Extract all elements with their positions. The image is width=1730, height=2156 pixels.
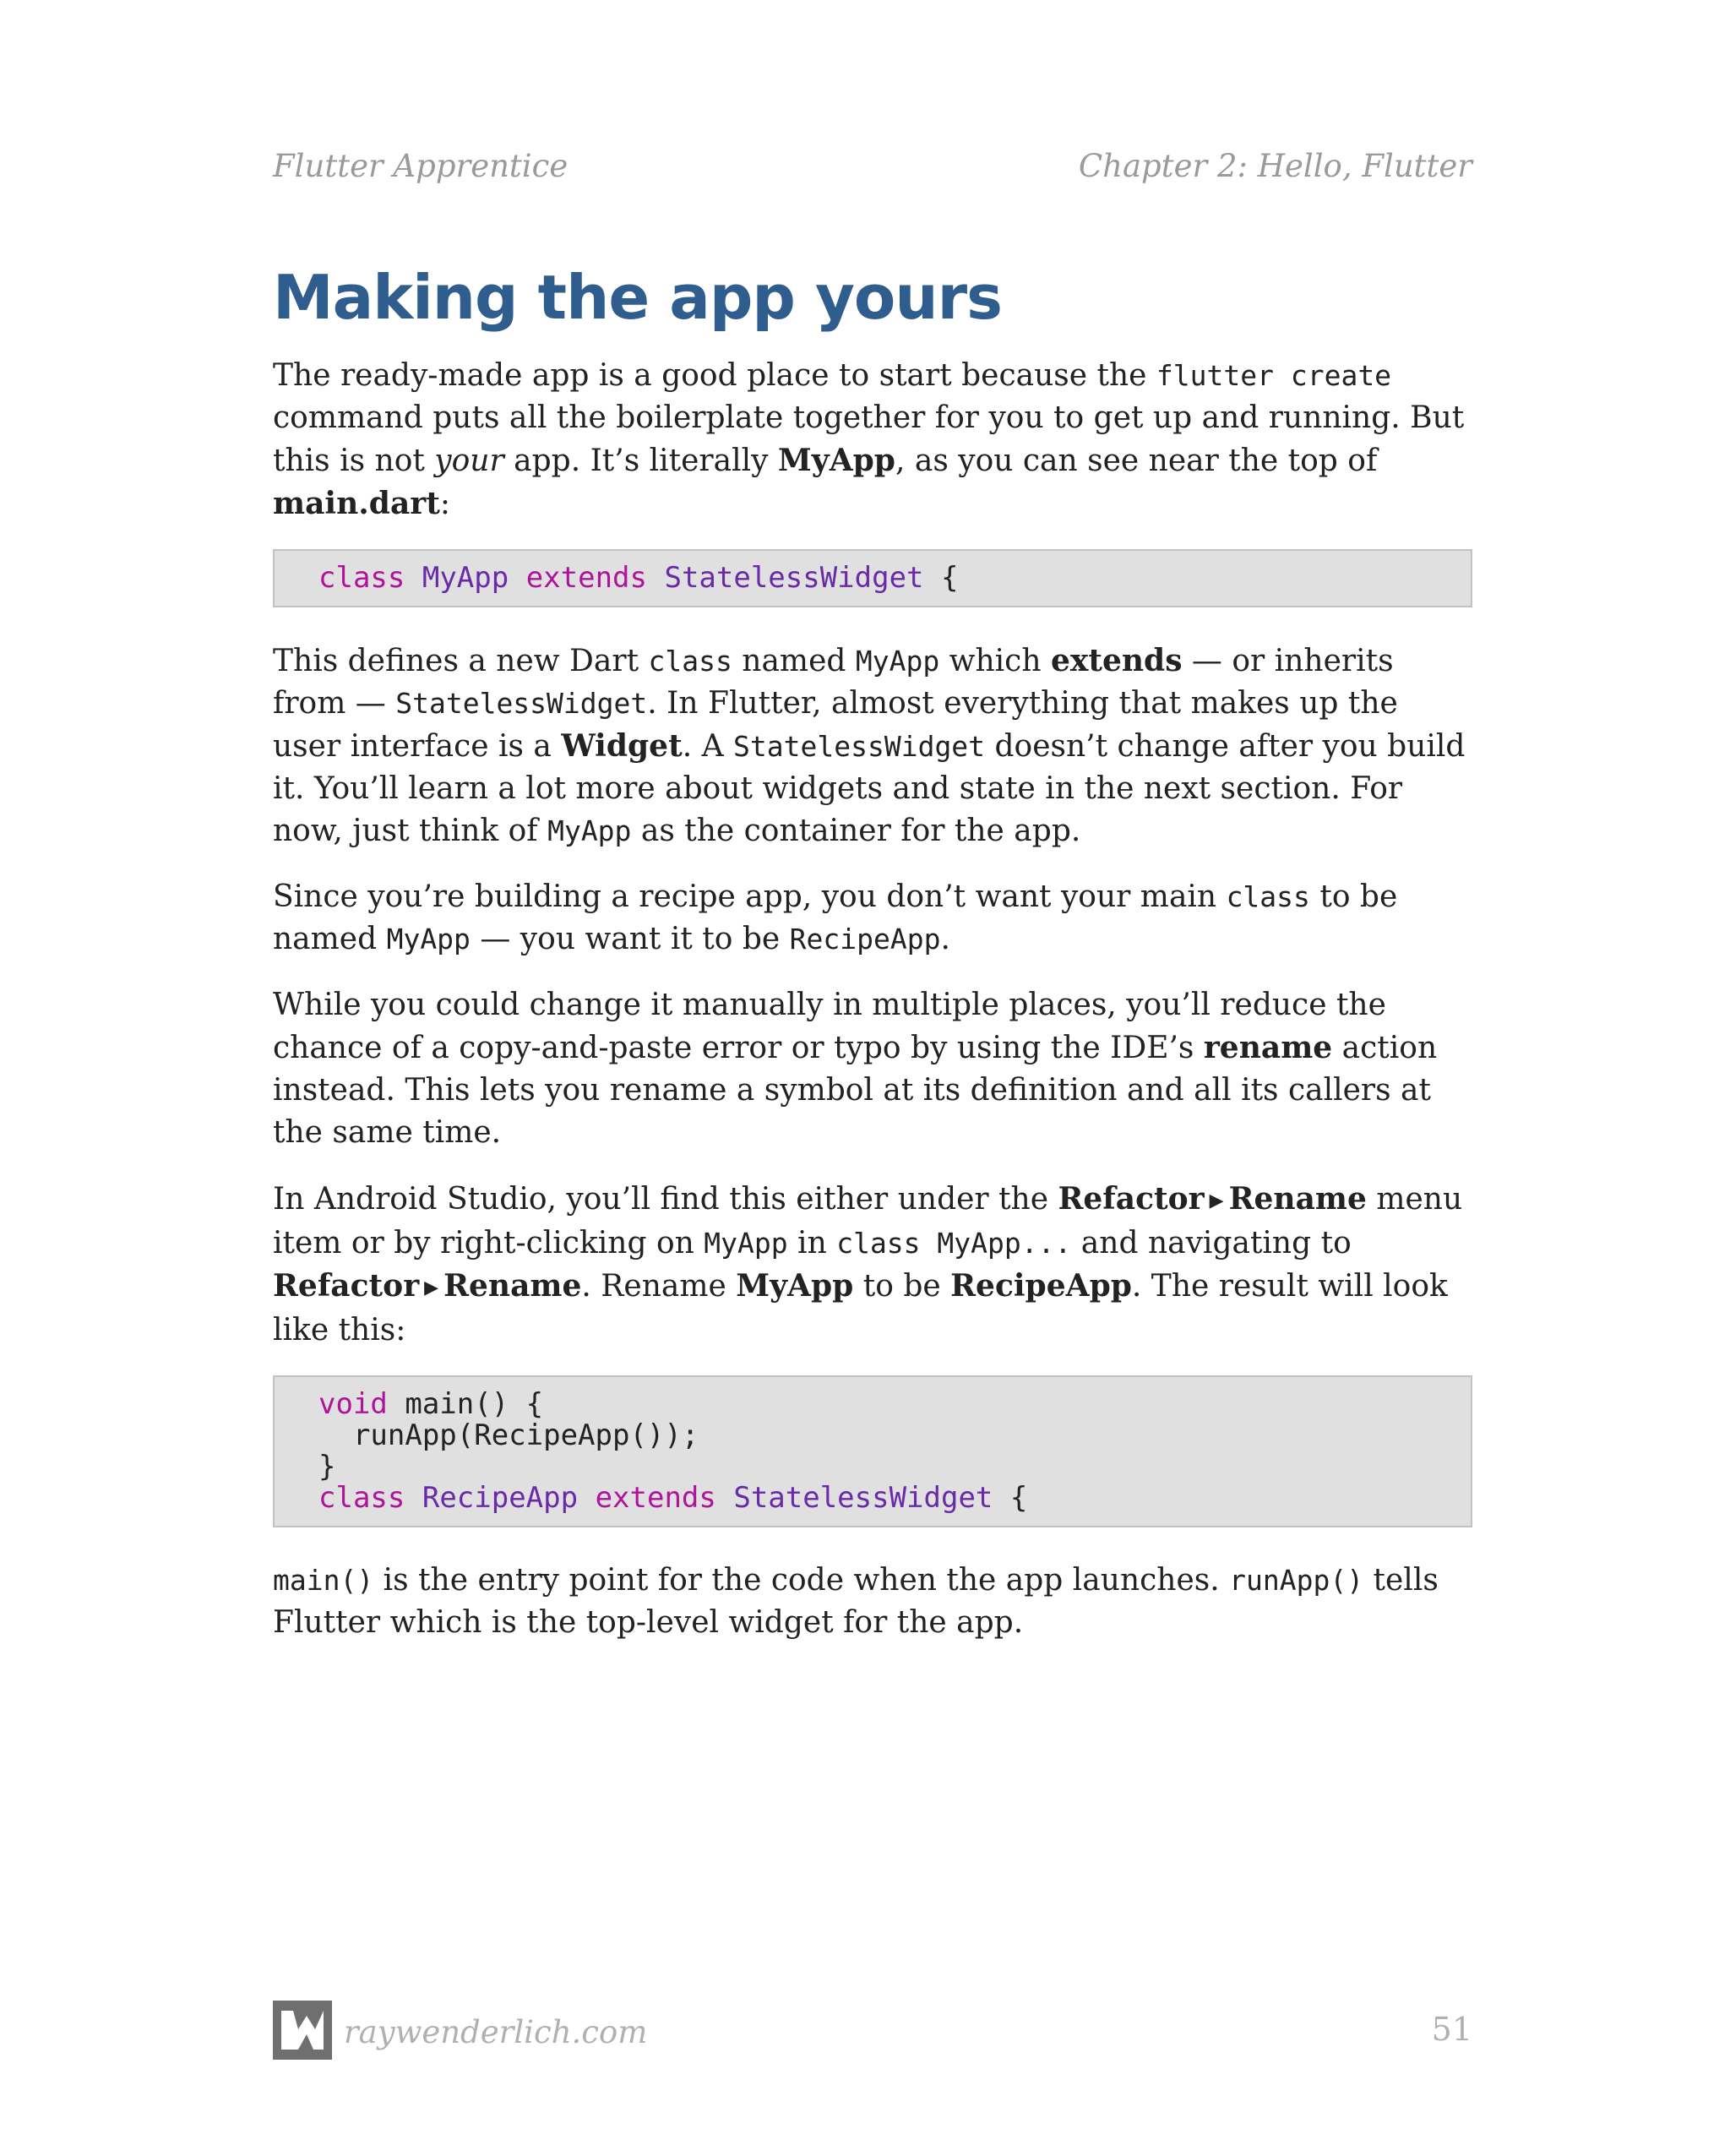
- paragraph-recipe-app: Since you’re building a recipe app, you don’t want your main class to be named MyApp — you want it to be RecipeApp.: [273, 879, 1398, 956]
- code-block-myapp: class MyApp extends StatelessWidget {: [273, 549, 1472, 607]
- paragraph-android-studio: In Android Studio, you’ll find this either under the Refactor ▶ Rename menu item or by right-clicking on MyApp in class MyApp... and navigating to Refactor ▶ Rename. Rename MyApp to be RecipeApp. The result will look like this:: [273, 1181, 1463, 1348]
- paragraph-entry-point: main() is the entry point for the code when the app launches. runApp() tells Flutter which is the top-level widget for the app.: [273, 1563, 1439, 1640]
- raywenderlich-logo-icon: [273, 2001, 332, 2060]
- menu-arrow-icon: ▶: [424, 1277, 439, 1298]
- chapter-title: Chapter 2: Hello, Flutter: [1078, 147, 1472, 184]
- page-content: [273, 355, 1472, 1668]
- book-title: Flutter Apprentice: [273, 147, 569, 184]
- paragraph-class-definition: This defines a new Dart class named MyApp which extends — or inherits from — StatelessWidget. In Flutter, almost everything that makes up the user interface is a Widget. A StatelessWidget doesn’t change after you build it. You’ll learn a lot more about widgets and state in the next section. For now, just think of MyApp as the container for the app.: [273, 643, 1466, 848]
- paragraph-intro: The ready-made app is a good place to start because the flutter create command puts all the boilerplate together for you to get up and running. But this is not your app. It’s literally MyApp, as you can see near the top of main.dart:: [273, 358, 1465, 521]
- paragraph-rename-action: While you could change it manually in multiple places, you’ll reduce the chance of a copy-and-paste error or typo by using the IDE’s rename action instead. This lets you rename a symbol at its definition and all its callers at the same time.: [273, 988, 1438, 1150]
- page-header: [273, 142, 1472, 189]
- page-number: 51: [1431, 2011, 1472, 2048]
- inline-code: flutter create: [1156, 359, 1392, 392]
- footer-site[interactable]: raywenderlich.com: [344, 2014, 648, 2050]
- code-block-recipeapp: void main() { runApp(RecipeApp()); } class RecipeApp extends StatelessWidget {: [273, 1375, 1472, 1527]
- menu-arrow-icon: ▶: [1209, 1190, 1224, 1211]
- section-title: Making the app yours: [273, 262, 1002, 333]
